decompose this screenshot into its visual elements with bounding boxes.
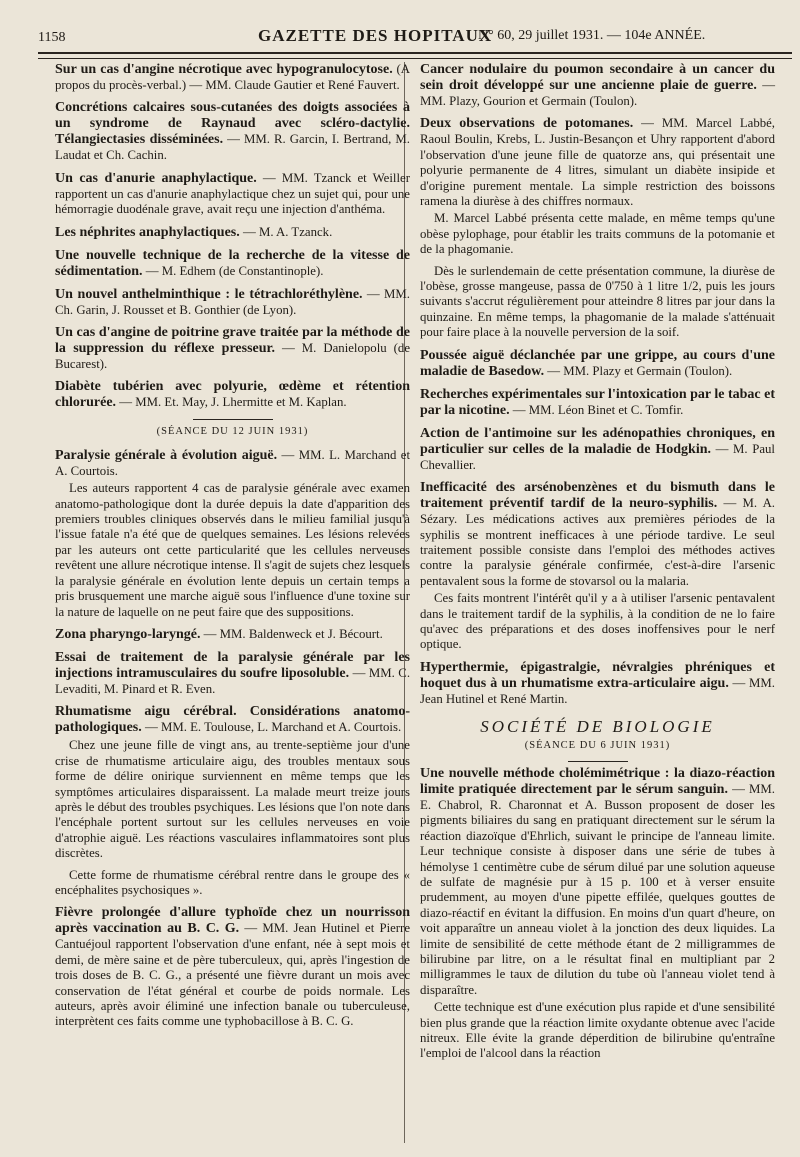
article-title: Zona pharyngo-laryngé.: [55, 626, 201, 642]
article-entry: [420, 348, 775, 380]
society-name: SOCIÉTÉ DE BIOLOGIE: [480, 717, 715, 737]
article-title: Deux observations de potomanes.: [420, 116, 634, 132]
article-title: Diabète tubérien avec polyurie, œdème et rétention chlorurée.: [55, 379, 410, 411]
article-title: Essai de traitement de la paralysie générale par les injections intramusculaires du soufre liposoluble.: [55, 649, 410, 681]
article-authors: — MM. Plazy, Gourion et Germain (Toulon).: [420, 78, 775, 108]
article-authors: — M. Paul Chevallier.: [420, 441, 775, 472]
article-authors: — M. A. Sézary. Les médications actives aux premières périodes de la syphilis se montrent inefficaces à une période tardive. Le seul traitement possible consiste dans l'emploi des méthodes actives contre la paralysie générale confirmée, c'est-à-dire l'arsenic pentavalent sous la forme de stovarsol ou la malaria.: [420, 496, 776, 588]
article-body: Les auteurs rapportent 4 cas de paralysie générale avec examen anatomo-pathologique dont la durée depuis la date d'apparition des premiers troubles cliniques observés dans le milieu familial jusqu'à l'issue fatale n'a été que de quelques semaines. Les lésions relevées par les auteurs ont cette particularité que les cellules nerveuses revêtent une allure nécrotique intense. Il s'agit de sujets chez lesquels la paralysie générale en évolution lente depuis un certain temps a pris brusquement une marche aiguë sous l'influence d'une toxine sur la nature de laquelle on ne peut faire que des suppositions.: [55, 481, 410, 619]
right-column: [420, 62, 775, 1069]
article-title: Les néphrites anaphylactiques.: [55, 224, 240, 240]
article-entry: [420, 116, 775, 340]
article-authors: — MM. Léon Binet et C. Tomfir.: [512, 402, 684, 417]
article-title: Rhumatisme aigu cérébral. Considérations anatomo-pathologiques.: [55, 704, 410, 736]
article-authors: — MM. C. Levaditi, M. Pinard et R. Even.: [55, 665, 411, 696]
article-entry: [55, 905, 410, 1029]
article-entry: [420, 62, 775, 109]
article-entry: [55, 325, 410, 372]
article-body: Cette forme de rhumatisme cérébral rentre dans le groupe des « encéphalites psychosiques ».: [55, 867, 410, 897]
society-heading: [420, 719, 775, 762]
article-authors: (A propos du procès-verbal.) — MM. Claude Gautier et René Fauvert.: [55, 62, 410, 92]
article-entry: [55, 650, 410, 697]
article-body: Chez une jeune fille de vingt ans, au trente-septième jour d'une crise de rhumatisme articulaire aigu, des troubles mentaux sous forme de délire onirique surviennent en même temps que les symptômes articulaires disparaissent. La malade meurt treize jours après le début des troubles psychiques. Les lésions que l'on note dans l'encéphale portent surtout sur les cellules nerveuses en voie d'atrophie aiguë. Les réactions vasculaires inflammatoires sont plus discrètes.: [55, 738, 410, 861]
article-entry: [55, 448, 410, 620]
article-body: Dès le surlendemain de cette présentation commune, la diurèse de l'obèse, grosse mangeuse, passa de 0'750 à 1 litre 1/2, puis les jours suivants s'accrut régulièrement pour atteindre 8 litres par jour dans la quinzaine. En même temps, la phagomanie de la malade s'atténuait pour faire place à la nouvelle perversion de la soif.: [420, 263, 775, 340]
article-entry: [420, 766, 775, 1062]
article-entry: [55, 704, 410, 898]
article-title: Cancer nodulaire du poumon secondaire à un cancer du sein droit développé sur une ancienne plaie de guerre.: [420, 62, 775, 93]
article-title: Concrétions calcaires sous-cutanées des doigts associées à un syndrome de Raynaud avec scléro-dactylie. Télangiectasies disséminées.: [55, 100, 410, 148]
article-entry: [55, 248, 410, 280]
article-authors: — M. Danielopolu (de Bucarest).: [55, 341, 410, 372]
article-authors: — M. A. Tzanck.: [242, 224, 333, 239]
article-title: Un cas d'anurie anaphylactique.: [55, 170, 257, 186]
article-entry: [420, 426, 775, 473]
article-title: Sur un cas d'angine nécrotique avec hypogranulocytose.: [55, 62, 393, 77]
article-authors: — MM. Plazy et Germain (Toulon).: [547, 363, 733, 378]
article-entry: [55, 100, 410, 163]
article-authors: — M. Edhem (de Constantinople).: [145, 263, 324, 278]
article-entry: [420, 387, 775, 419]
article-body: Ces faits montrent l'intérêt qu'il y a à utiliser l'arsenic pentavalent dans le traitement tardif de la syphilis, à la condition de ne lo faire qu'avec des préparations et des doses inoffensives pour le nerf optique.: [420, 591, 775, 652]
article-authors: — MM. E. Toulouse, L. Marchand et A. Courtois.: [144, 720, 402, 735]
society-session: (SÉANCE DU 6 JUIN 1931): [524, 739, 671, 751]
article-authors: — MM. L. Marchand et A. Courtois.: [55, 447, 411, 478]
article-entry: [420, 660, 775, 707]
session-heading: (SÉANCE DU 12 JUIN 1931): [156, 426, 309, 438]
article-authors: — MM. Ch. Garin, J. Rousset et B. Gonthier (de Lyon).: [55, 286, 410, 317]
session-separator: [55, 419, 410, 439]
article-title: Hyperthermie, épigastralgie, névralgies phréniques et hoquet dus à un rhumatisme extra-articulaire aigu.: [420, 659, 775, 691]
article-title: Action de l'antimoine sur les adénopathies chroniques, en particulier sur celles de la maladie de Hodgkin.: [420, 425, 775, 457]
article-entry: [420, 480, 775, 653]
article-entry: [55, 627, 410, 643]
article-title: Fièvre prolongée d'allure typhoïde chez un nourrisson après vaccination au B. C. G.: [55, 905, 410, 937]
article-title: Un nouvel anthelminthique : le tétrachloréthylène.: [55, 286, 363, 302]
left-column: [55, 62, 410, 1037]
article-entry: [55, 287, 410, 318]
issue-info: N° 60, 29 juillet 1931. — 104e ANNÉE.: [478, 28, 706, 43]
article-body: Cette technique est d'une exécution plus rapide et d'une sensibilité bien plus grande que la réaction limite oxydante obtenue avec l'acide nitreux. Elle évite la grande déperdition de bilirubine qu'entraîne l'emploi de l'alcool dans la réaction: [420, 1000, 775, 1061]
header-rule: [38, 58, 792, 59]
article-authors: — MM. Et. May, J. Lhermitte et M. Kaplan.: [119, 395, 347, 410]
article-body: M. Marcel Labbé présenta cette malade, en même temps qu'une obèse pylophage, pour établir les traits communs de la potomanie et de la phagomanie.: [420, 211, 775, 257]
article-authors: — MM. E. Chabrol, R. Charonnat et A. Busson proposent de doser les pigments biliaires du sang en pratiquant directement sur le sérum la réaction diazoïque d'Ehrlich, suivant le principe de l'anneau limite. Leur technique consiste à disposer dans une série de tubes à hémolyse 1 centimètre cube de sérum dilué par une solution aqueuse de sulfate de magnésie pur à 15 p. 100 et à verser ensuite prudemment, au moyen d'une pipette effilée, quelques gouttes de diazo-réactif en évitant la diffusion. En moins d'un quart d'heure, on voit apparaître un anneau violet à la jonction des deux liquides. La limite de sensibilité de cette méthode étant de 2 milligrammes de bilirubine par litre, on a le résultat final en multipliant par 2 milligrammes le taux de dilution du tube où l'anneau violet tend à disparaître.: [420, 781, 776, 997]
article-title: Une nouvelle méthode cholémimétrique : la diazo-réaction limite pratiquée directement par le sérum sanguin.: [420, 765, 775, 797]
page-header: [38, 14, 792, 54]
article-title: Inefficacité des arsénobenzènes et du bismuth dans le traitement préventif tardif de la neuro-syphilis.: [420, 480, 775, 512]
article-authors: — MM. Jean Hutinel et Pierre Cantuéjoul rapportent l'observation d'une enfant, née à sept mois et demi, de mère saine et de père tuberculeux, qui, après l'ingestion de trois doses de B. C. G., a présenté une fièvre durant un mois avec conservation de l'état général et courbe de poids normale. Les auteurs, après avoir éliminé une infection banale ou tuberculeuse, interprètent ces faits comme une typhobacillose à B. C. G.: [55, 921, 411, 1029]
article-authors: — MM. Tzanck et Weiller rapportent un cas d'anurie anaphylactique chez un sujet qui, pour une hémorragie duodénale grave, avait reçu une injection d'anthéma.: [55, 170, 410, 217]
article-title: Poussée aiguë déclanchée par une grippe, au cours d'une maladie de Basedow.: [420, 347, 775, 379]
page-number: 1158: [38, 30, 66, 45]
article-authors: — MM. R. Garcin, I. Bertrand, M. Laudat et Ch. Cachin.: [55, 132, 410, 163]
article-title: Recherches expérimentales sur l'intoxication par le tabac et par la nicotine.: [420, 386, 775, 418]
article-authors: — MM. Baldenweck et J. Bécourt.: [203, 626, 383, 641]
article-title: Un cas d'angine de poitrine grave traitée par la méthode de la suppression du réflexe presseur.: [55, 325, 410, 357]
article-entry: [55, 225, 410, 241]
article-title: Paralysie générale à évolution aiguë.: [55, 447, 278, 463]
journal-title: GAZETTE DES HOPITAUX: [258, 26, 493, 45]
article-authors: — MM. Jean Hutinel et René Martin.: [420, 675, 775, 706]
article-authors: — MM. Marcel Labbé, Raoul Boulin, Krebs, L. Justin-Besançon et Uhry rapportent d'abord l'observation d'une jeune fille de quatorze ans, qui présentait une polyurie permanente de 4 litres, simulant un diabète insipide et d'origine purement mentale. La simple restriction des boissons ramena la diurèse à des chiffres normaux.: [420, 116, 776, 209]
article-entry: [55, 171, 410, 218]
article-entry: [55, 379, 410, 411]
article-entry: [55, 62, 410, 93]
article-title: Une nouvelle technique de la recherche de la vitesse de sédimentation.: [55, 247, 410, 279]
